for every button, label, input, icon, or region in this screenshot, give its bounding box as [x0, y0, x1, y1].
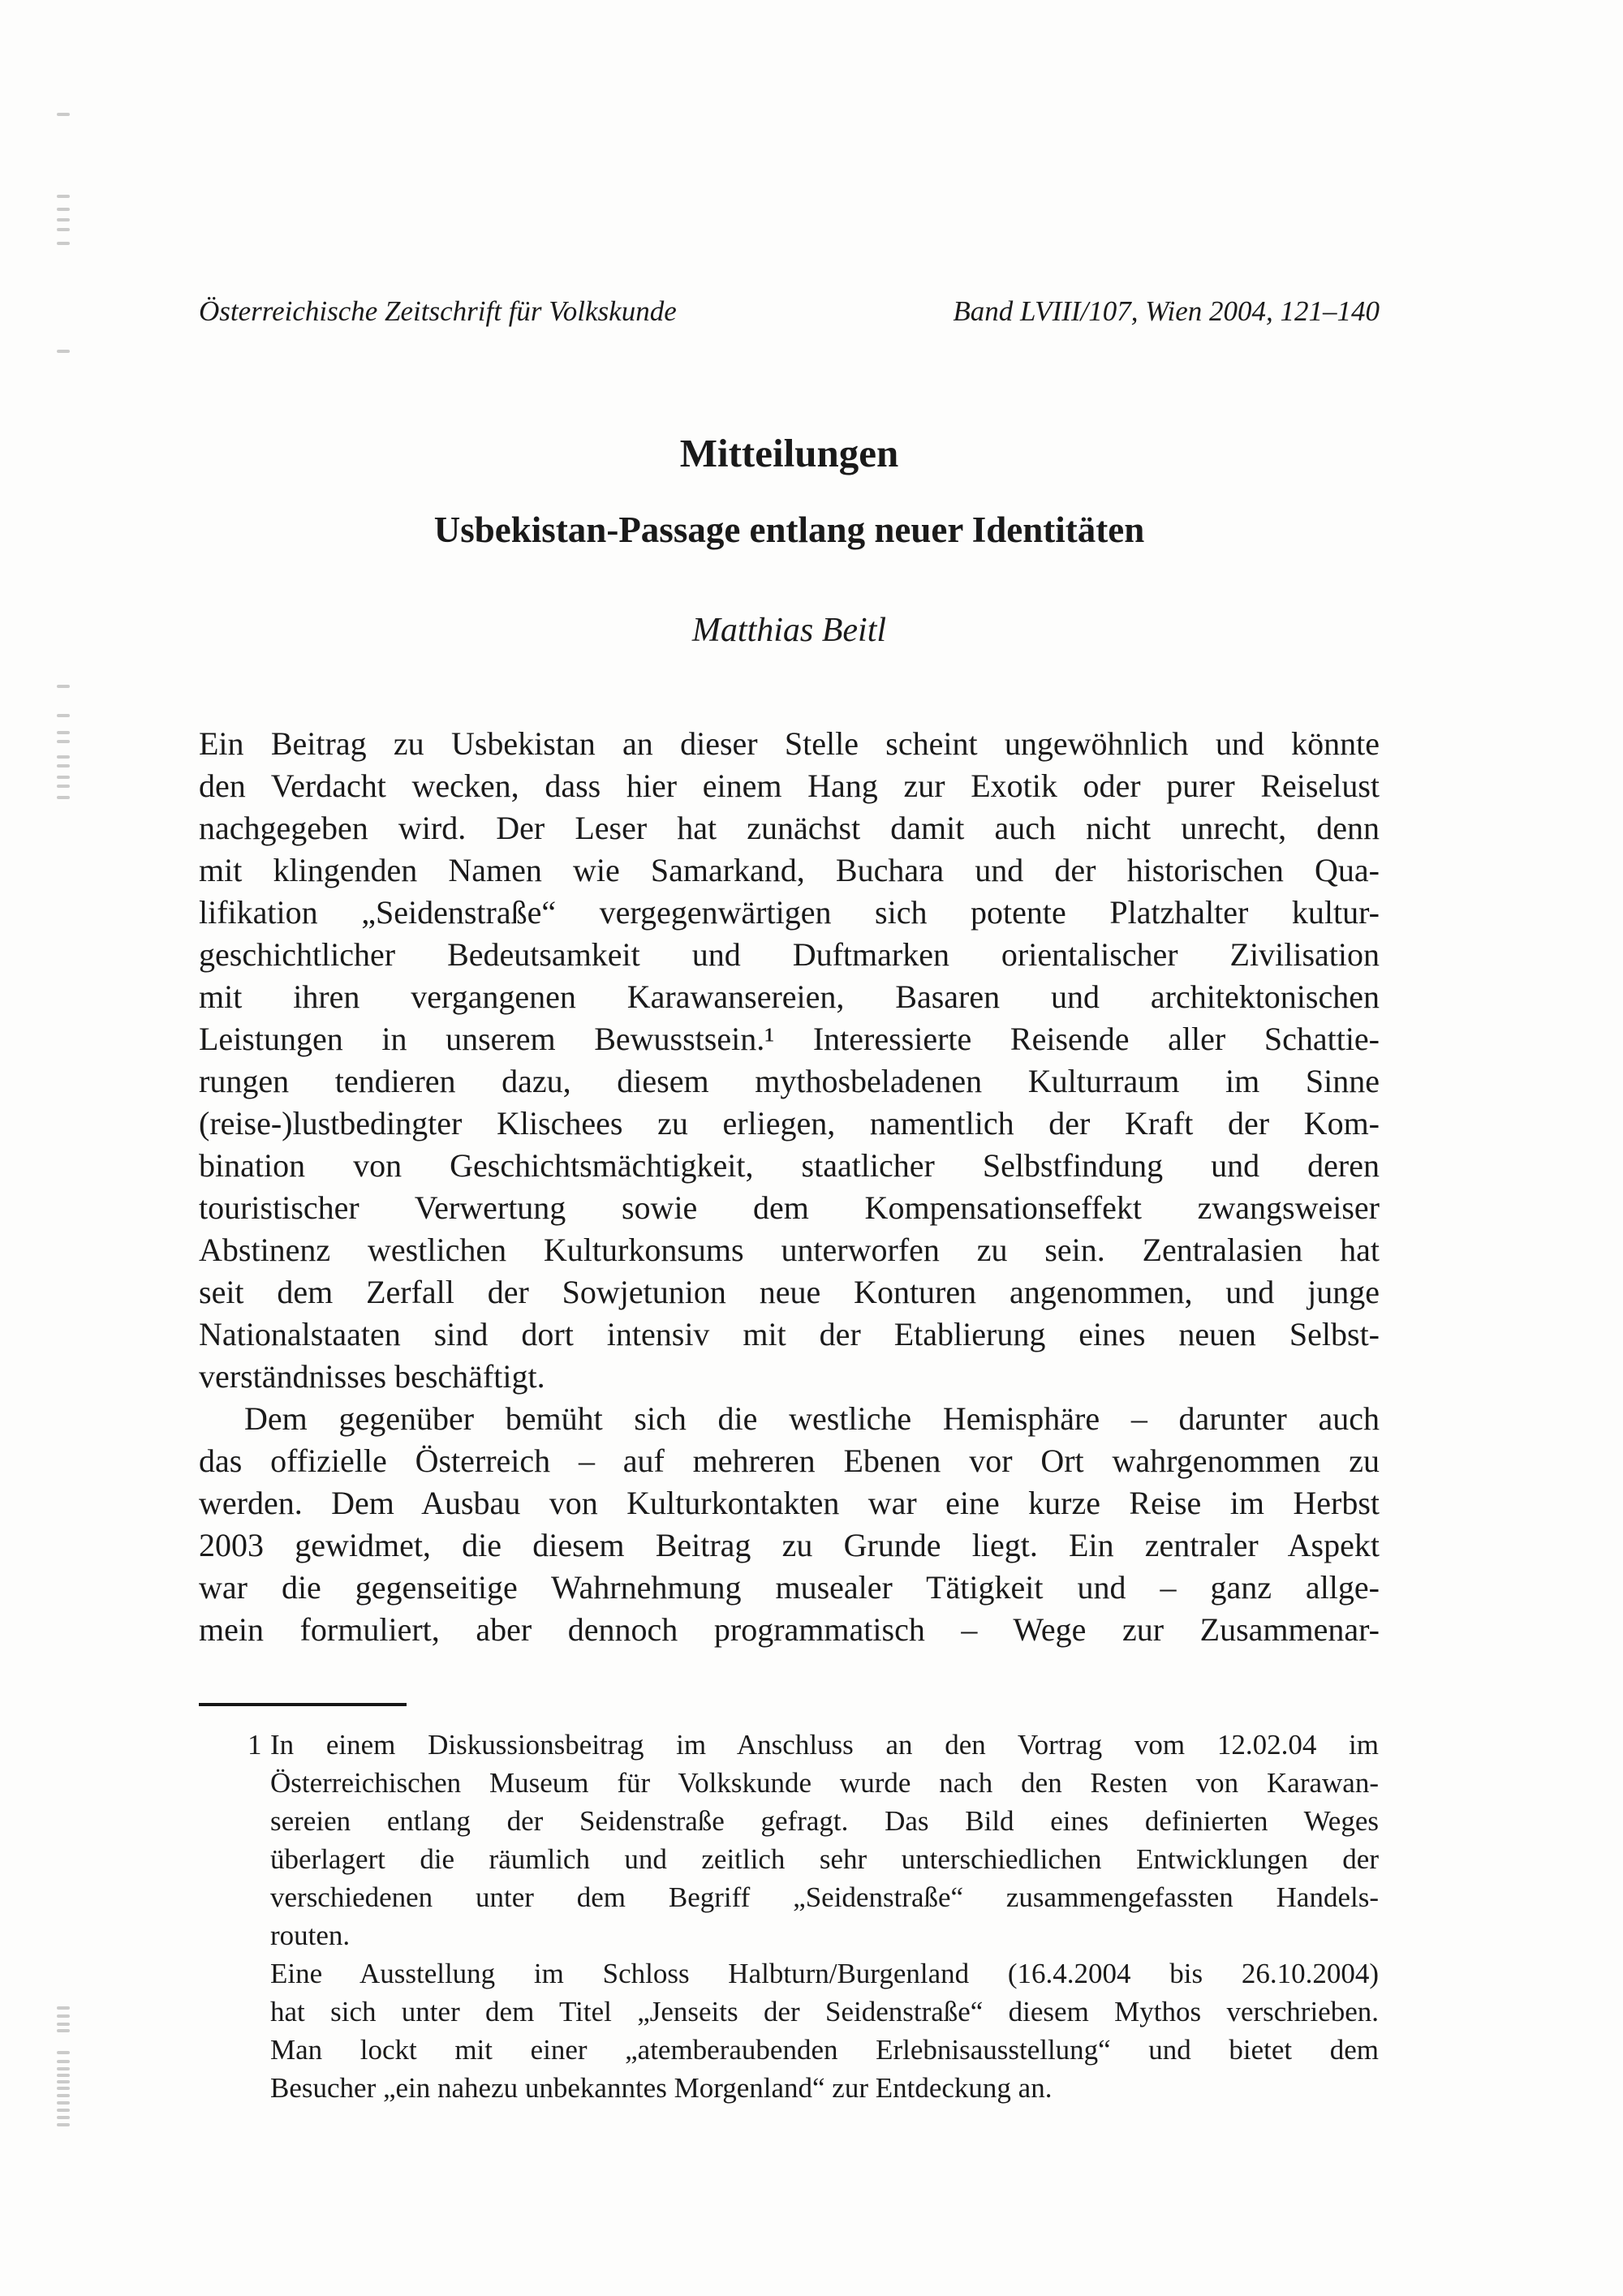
issue-info: Band LVIII/107, Wien 2004, 121–140 — [953, 295, 1380, 327]
body-line: (reise-)lustbedingter Klischees zu erliegen, namentlich der Kraft der Kom- — [199, 1105, 1380, 1142]
body-line: verständnisses beschäftigt. — [199, 1358, 545, 1395]
author-name: Matthias Beitl — [691, 612, 887, 649]
body-line: Ein Beitrag zu Usbekistan an dieser Stelle scheint ungewöhnlich und könnte — [199, 725, 1380, 762]
footnote — [248, 1726, 1379, 2107]
body-line: rungen tendieren dazu, diesem mythosbeladenen Kulturraum im Sinne — [199, 1063, 1380, 1099]
body-line: den Verdacht wecken, dass hier einem Hang zur Exotik oder purer Reiselust — [199, 767, 1380, 804]
body-line: mit ihren vergangenen Karawansereien, Basaren und architektonischen — [199, 978, 1380, 1015]
body-line: seit dem Zerfall der Sowjetunion neue Konturen angenommen, und junge — [199, 1274, 1380, 1310]
body-line: 2003 gewidmet, die diesem Beitrag zu Grunde liegt. Ein zentraler Aspekt — [199, 1527, 1380, 1563]
footnote-line: Man lockt mit einer „atemberaubenden Erlebnisausstellung“ und bietet dem — [270, 2034, 1379, 2066]
body-line: mit klingenden Namen wie Samarkand, Buchara und der historischen Qua- — [199, 852, 1380, 888]
paragraph-1 — [199, 723, 1380, 1398]
footnote-line: überlagert die räumlich und zeitlich sehr unterschiedlichen Entwicklungen der — [270, 1843, 1379, 1875]
footnote-line: Österreichischen Museum für Volkskunde wurde nach den Resten von Karawan- — [270, 1767, 1379, 1799]
body-line: mein formuliert, aber dennoch programmatisch – Wege zur Zusammenar- — [199, 1611, 1380, 1648]
article-title: Usbekistan-Passage entlang neuer Identitäten — [433, 510, 1145, 550]
body-line: Nationalstaaten sind dort intensiv mit der Etablierung eines neuen Selbst- — [199, 1316, 1380, 1352]
body-line: Dem gegenüber bemüht sich die westliche Hemisphäre – darunter auch — [244, 1400, 1380, 1437]
body-line: werden. Dem Ausbau von Kulturkontakten war eine kurze Reise im Herbst — [199, 1485, 1380, 1521]
footnote-line: Besucher „ein nahezu unbekanntes Morgenland“ zur Entdeckung an. — [270, 2072, 1053, 2104]
body-line: war die gegenseitige Wahrnehmung musealer Tätigkeit und – ganz allge- — [199, 1569, 1380, 1606]
footnote-line: sereien entlang der Seidenstraße gefragt. Das Bild eines definierten Weges — [270, 1805, 1379, 1837]
body-line: Leistungen in unserem Bewusstsein.¹ Interessierte Reisende aller Schattie- — [199, 1021, 1380, 1057]
body-line: geschichtlicher Bedeutsamkeit und Duftmarken orientalischer Zivilisation — [199, 936, 1380, 973]
footnote-line: Eine Ausstellung im Schloss Halbturn/Burgenland (16.4.2004 bis 26.10.2004) — [270, 1958, 1379, 1989]
body-line: Abstinenz westlichen Kulturkonsums unterworfen zu sein. Zentralasien hat — [199, 1232, 1380, 1268]
body-line: touristischer Verwertung sowie dem Kompensationseffekt zwangsweiser — [199, 1189, 1380, 1226]
body-line: lifikation „Seidenstraße“ vergegenwärtigen sich potente Platzhalter kultur- — [199, 894, 1380, 931]
footnote-text: In einem Diskussionsbeitrag im Anschluss an den Vortrag vom 12.02.04 im — [270, 1729, 1379, 1761]
footnote-line — [248, 1726, 1379, 1764]
paragraph-2 — [199, 1398, 1380, 1651]
article-body — [199, 723, 1380, 1651]
footnote-separator — [199, 1703, 407, 1706]
body-line: das offizielle Österreich – auf mehreren Ebenen vor Ort wahrgenommen zu — [199, 1443, 1380, 1479]
footnote-line: routen. — [270, 1920, 351, 1951]
journal-title: Österreichische Zeitschrift für Volkskunde — [199, 295, 677, 327]
body-line: bination von Geschichtsmächtigkeit, staatlicher Selbstfindung und deren — [199, 1147, 1380, 1184]
section-title: Mitteilungen — [679, 431, 899, 475]
running-head — [199, 294, 1380, 329]
body-line: nachgegeben wird. Der Leser hat zunächst damit auch nicht unrecht, denn — [199, 810, 1380, 846]
footnote-line: hat sich unter dem Titel „Jenseits der Seidenstraße“ diesem Mythos verschrieben. — [270, 1996, 1379, 2027]
footnote-number: 1 — [248, 1729, 262, 1761]
footnote-line: verschiedenen unter dem Begriff „Seidenstraße“ zusammengefassten Handels- — [270, 1881, 1379, 1913]
